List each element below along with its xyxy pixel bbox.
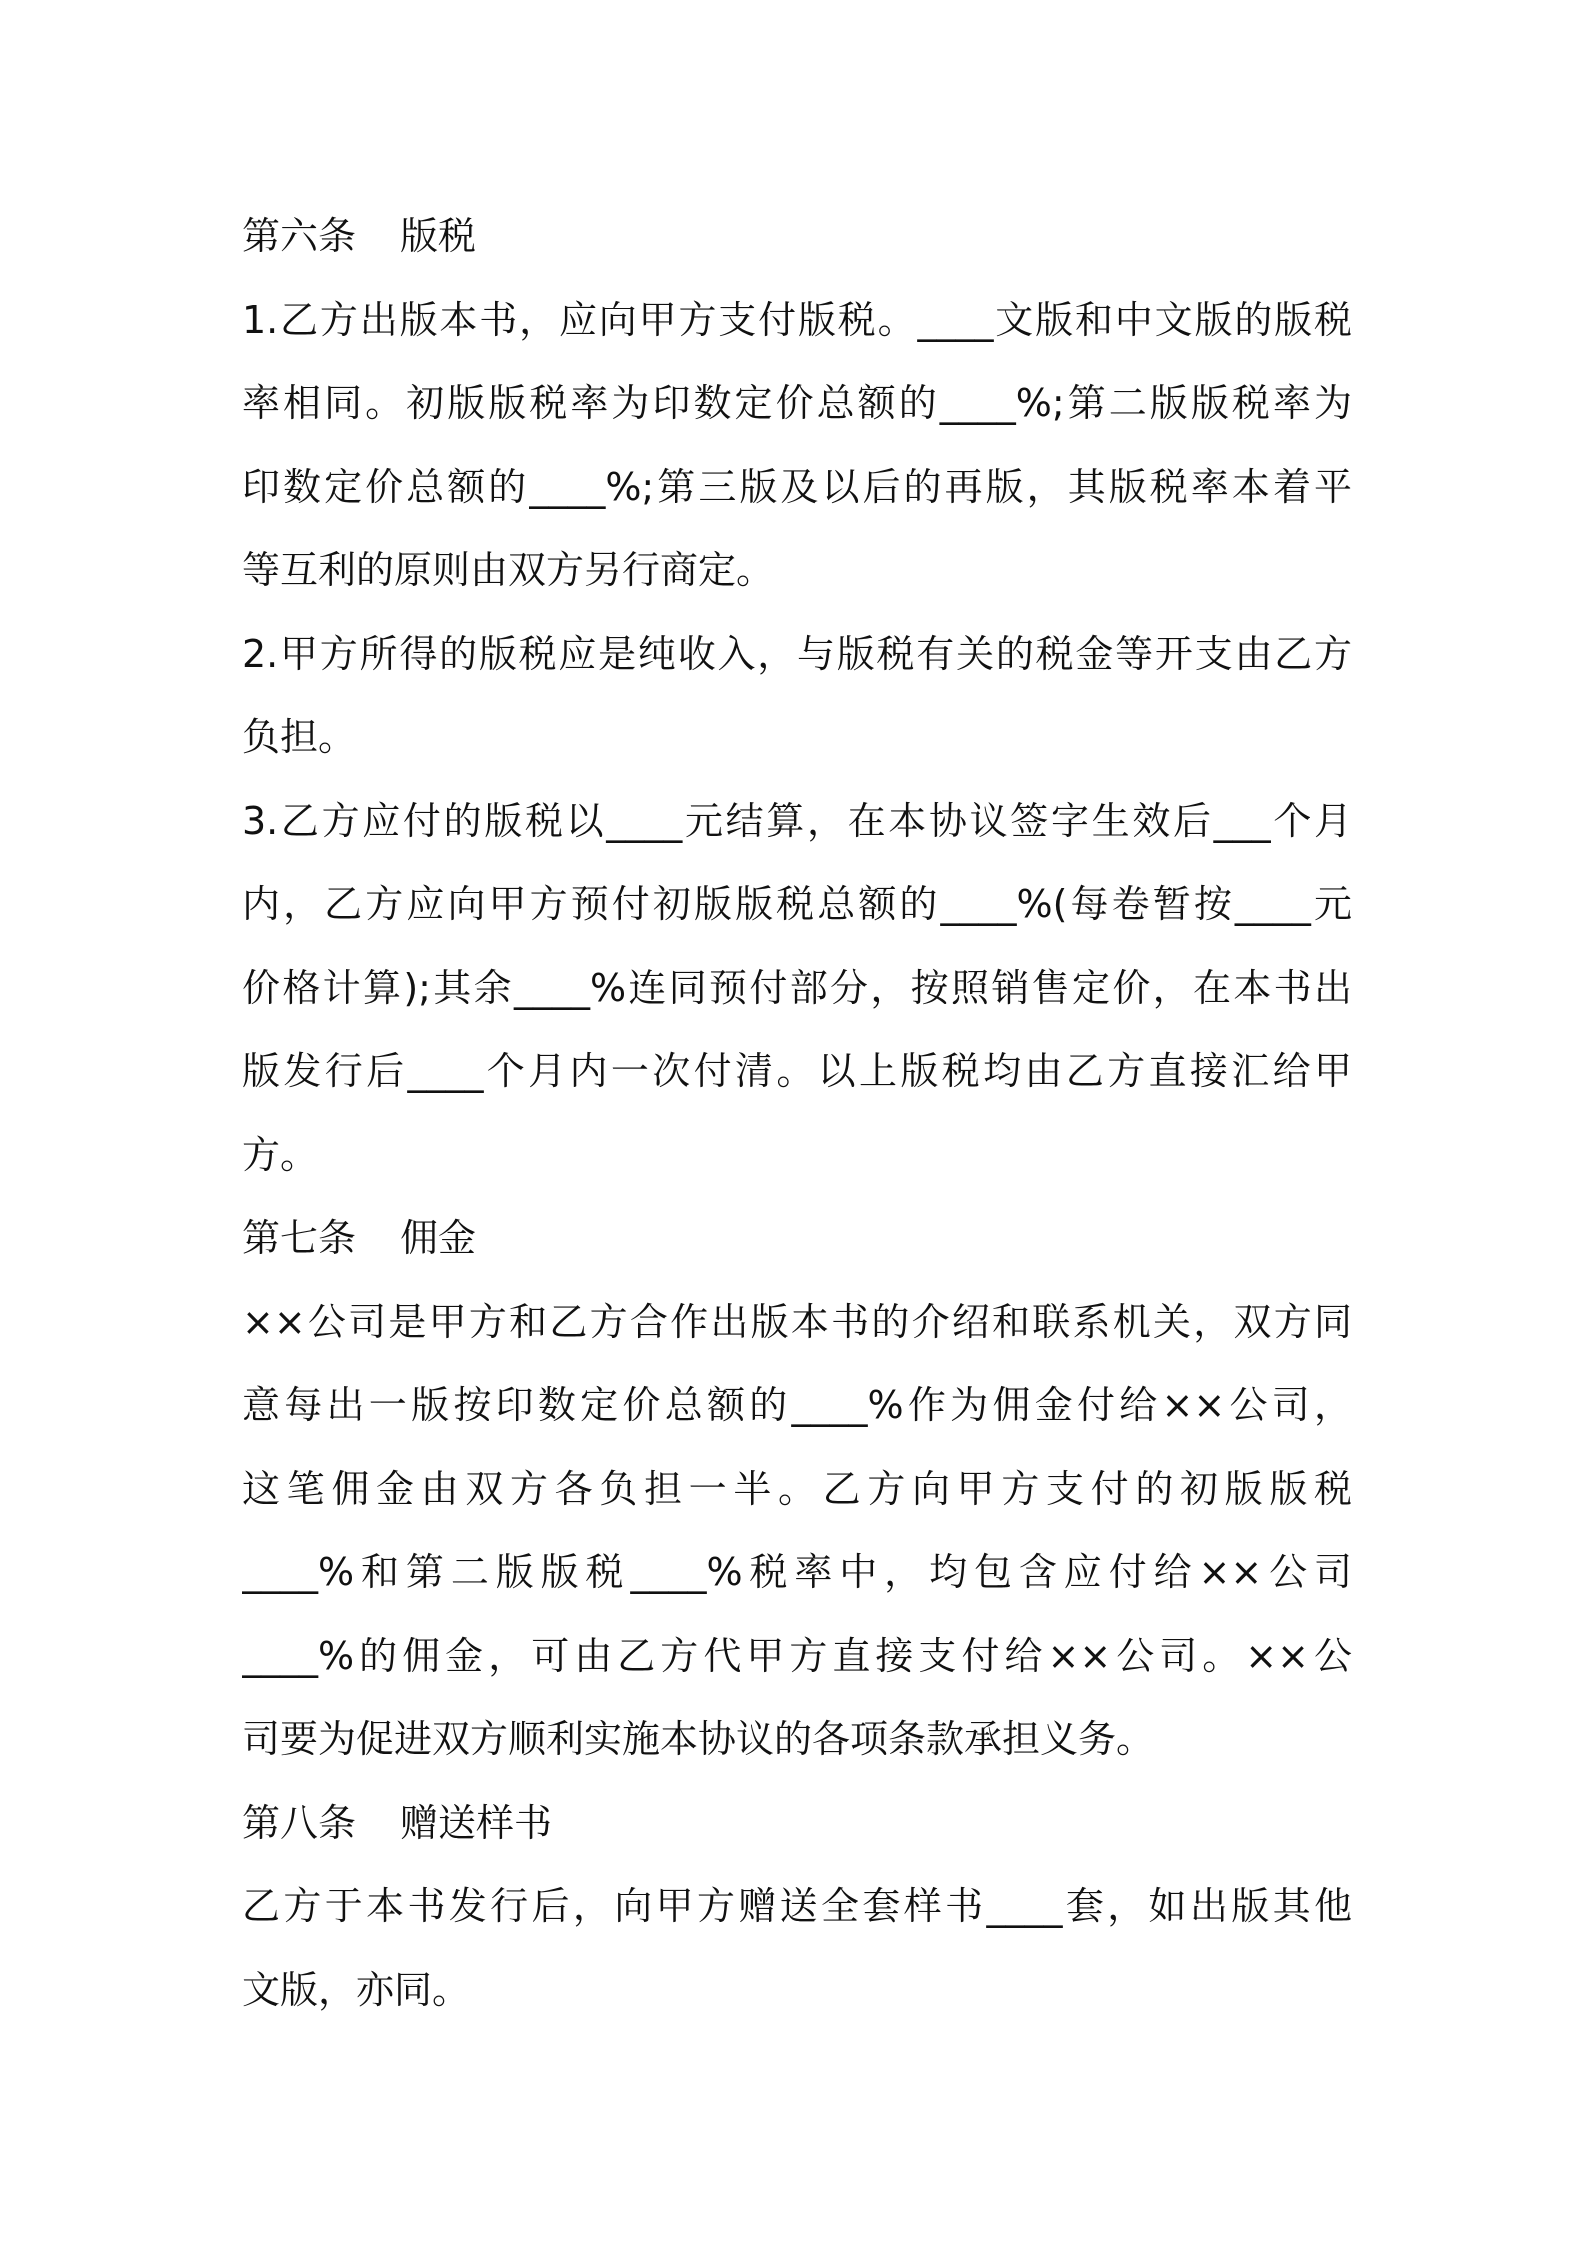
section-title: 赠送样书 [400, 1800, 553, 1845]
section-8-heading [242, 1782, 1352, 1866]
text-line: 价格计算);其余____%连同预付部分，按照销售定价，在本书出 [242, 965, 1352, 1010]
section-6-paragraph-3 [242, 780, 1352, 1198]
text-line: 率相同。初版版税率为印数定价总额的____%;第二版版税率为 [242, 381, 1352, 425]
text-line: 等互利的原则由双方另行商定。 [242, 548, 775, 592]
text-line: ××公司是甲方和乙方合作出版本书的介绍和联系机关，双方同 [242, 1299, 1352, 1344]
section-number: 第八条 [242, 1800, 357, 1845]
text-line: 方。 [242, 1132, 319, 1177]
text-line: 意每出一版按印数定价总额的____%作为佣金付给××公司， [242, 1383, 1352, 1427]
section-8-paragraph-1 [242, 1865, 1352, 2032]
text-line: 文版，亦同。 [242, 1967, 471, 2012]
text-line: ____%的佣金，可由乙方代甲方直接支付给××公司。××公 [242, 1633, 1352, 1678]
text-line: 3.乙方应付的版税以____元结算，在本协议签字生效后___个月 [242, 798, 1352, 843]
text-line: 内，乙方应向甲方预付初版版税总额的____%(每卷暂按____元 [242, 882, 1352, 926]
document-page [242, 195, 1352, 2032]
text-line: 乙方于本书发行后，向甲方赠送全套样书____套，如出版其他 [242, 1884, 1352, 1928]
section-number: 第七条 [242, 1216, 357, 1260]
section-7-paragraph-1 [242, 1281, 1352, 1782]
text-line: 印数定价总额的____%;第三版及以后的再版，其版税率本着平 [242, 464, 1352, 509]
section-6-heading [242, 195, 1352, 279]
section-title: 版税 [400, 214, 477, 258]
text-line: 1.乙方出版本书，应向甲方支付版税。____文版和中文版的版税 [242, 297, 1352, 342]
section-6-paragraph-1 [242, 279, 1352, 613]
section-number: 第六条 [242, 214, 357, 258]
text-line: 司要为促进双方顺利实施本协议的各项条款承担义务。 [242, 1717, 1155, 1761]
section-title: 佣金 [400, 1216, 477, 1260]
text-line: 负担。 [242, 715, 357, 759]
text-line: ____%和第二版版税____%税率中，均包含应付给××公司 [242, 1550, 1352, 1594]
text-line: 这笔佣金由双方各负担一半。乙方向甲方支付的初版版税 [242, 1466, 1352, 1511]
text-line: 2.甲方所得的版税应是纯收入，与版税有关的税金等开支由乙方 [242, 631, 1352, 676]
section-6-paragraph-2 [242, 613, 1352, 780]
text-line: 版发行后____个月内一次付清。以上版税均由乙方直接汇给甲 [242, 1049, 1352, 1093]
section-7-heading [242, 1197, 1352, 1281]
